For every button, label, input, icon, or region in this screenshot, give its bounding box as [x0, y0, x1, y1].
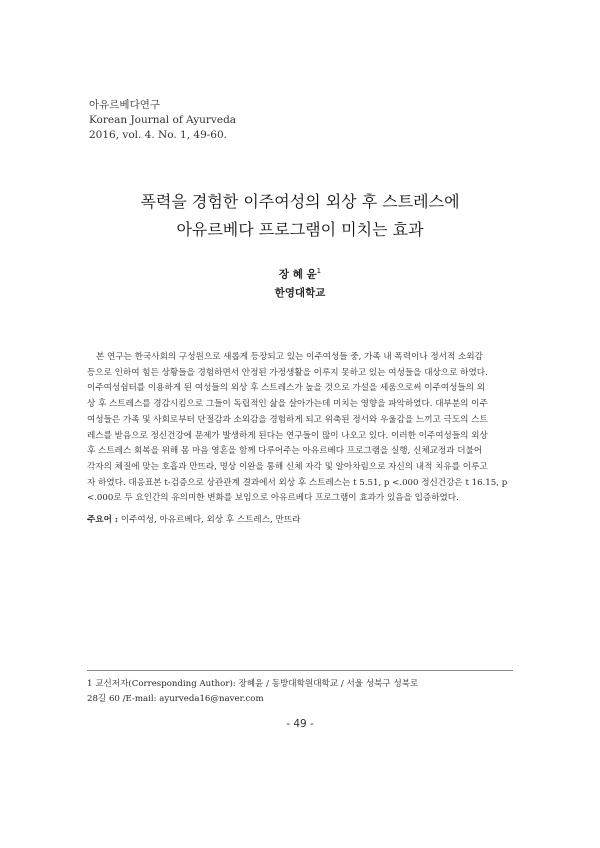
footnote-divider [87, 670, 513, 671]
journal-header [89, 98, 236, 143]
author-block [0, 262, 600, 302]
keywords-text: 이주여성, 아유르베다, 외상 후 스트레스, 만뜨라 [120, 515, 301, 525]
abstract-line: 자 하였다. 대응표본 t-검증으로 상관관계 결과에서 외상 후 스트레스는 t 5.51, p <.000 정신건강은 t 16.15, p [87, 477, 508, 488]
abstract-line: <.000로 두 요인간의 유의미한 변화를 보임으로 아유르베다 프로그램이 효과가 있음을 입증하였다. [87, 493, 459, 504]
abstract-line: 여성들은 가족 및 사회로부터 단절감과 소외감을 경험하게 되고 위축된 정서와 우울감을 느끼고 극도의 스트 [87, 414, 488, 425]
author-affiliation: 한영대학교 [274, 286, 326, 299]
page-number: - 49 - [286, 718, 314, 730]
journal-korean-name: 아유르베다연구 [89, 99, 161, 111]
author-name: 장 혜 윤 [278, 268, 317, 281]
author-name-line [0, 262, 600, 284]
footnote-line-1: 1 교신저자(Corresponding Author): 장혜윤 / 동방대학원대학교 / 서울 성북구 성북로 [87, 679, 419, 689]
abstract-line: 이주여성쉼터를 이용하게 된 여성들의 외상 후 스트레스가 높을 것으로 가설을 세움으로써 이주여성들의 외 [87, 383, 486, 394]
keywords [87, 513, 300, 527]
footnote-line-2: 28길 60 /E-mail: ayurveda16@naver.com [87, 694, 264, 704]
abstract-line: 후 스트레스 회복을 위해 몸 마음 영혼을 함께 다루어주는 아유르베다 프로그램을 실행, 신체교정과 더불어 [87, 446, 483, 457]
journal-citation: 2016, vol. 4. No. 1, 49-60. [89, 129, 228, 141]
abstract-line: 각자의 체질에 맞는 호흡과 만뜨라, 명상 이완을 통해 신체 자각 및 알아차림으로 자신의 내적 치유를 이루고 [87, 461, 488, 472]
abstract-line: 등으로 인하여 힘든 상황들을 경험하면서 안정된 가정생활을 이루지 못하고 있는 여성들을 대상으로 하였다. [87, 367, 488, 378]
keywords-label: 주요어 : [87, 515, 119, 525]
abstract-line: 레스를 받음으로 정신건강에 문제가 발생하게 된다는 연구들이 많이 나오고 있다. 이러한 이주여성들의 외상 [87, 430, 488, 441]
abstract-line: 상 후 스트레스를 경감시킴으로 그들이 독립적인 삶을 살아가는데 미치는 영향을 파악하였다. 대부분의 이주 [87, 399, 488, 410]
journal-english-name: Korean Journal of Ayurveda [89, 114, 237, 126]
abstract [87, 350, 513, 507]
paper-title [0, 188, 600, 244]
author-footnote-marker: 1 [316, 267, 322, 275]
footnote [87, 677, 527, 707]
paper-title-line-1: 폭력을 경험한 이주여성의 외상 후 스트레스에 [140, 192, 460, 211]
paper-title-line-2: 아유르베다 프로그램이 미치는 효과 [176, 220, 424, 239]
abstract-line: 본 연구는 한국사회의 구성원으로 새롭게 등장되고 있는 이주여성들 중, 가족 내 폭력이나 정서적 소외감 [96, 352, 483, 362]
